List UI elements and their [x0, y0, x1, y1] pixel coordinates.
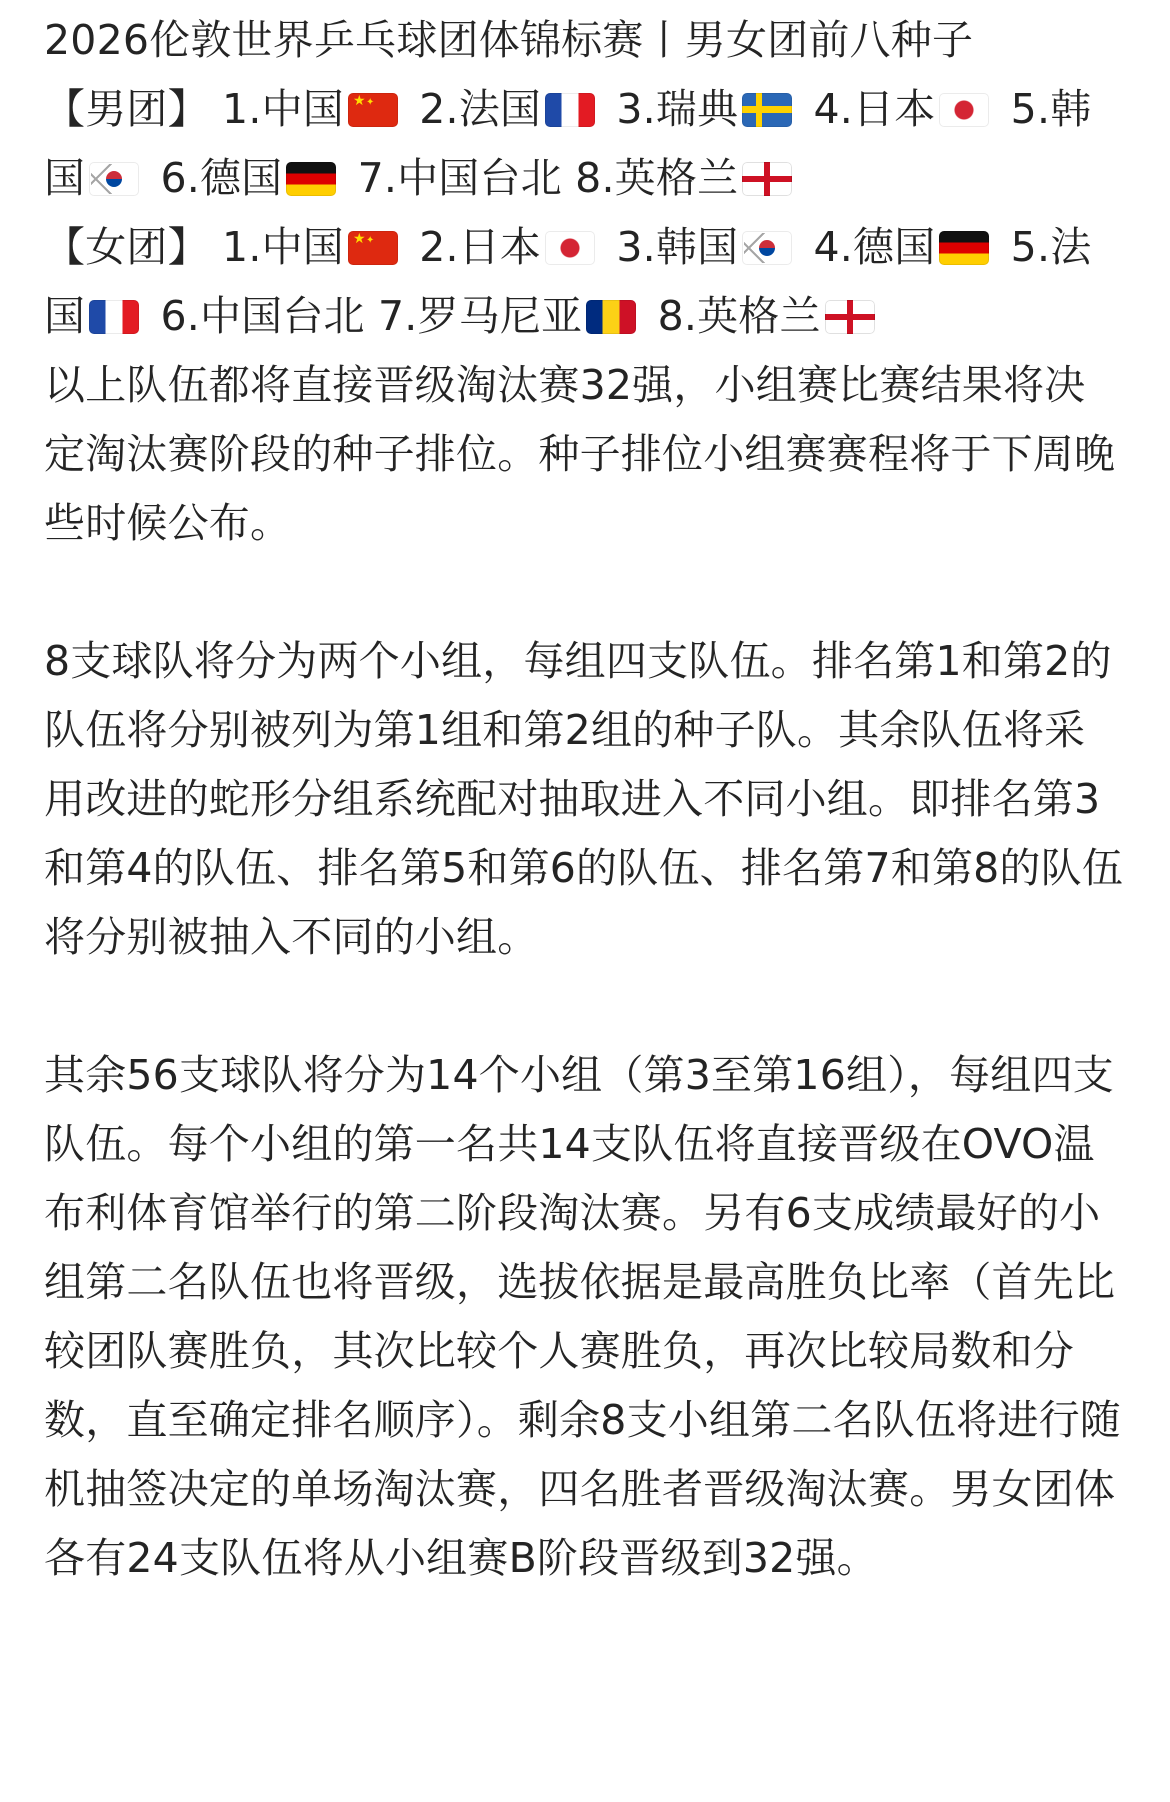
post-title: 2026伦敦世界乒乓球团体锦标赛丨男女团前八种子	[44, 16, 974, 64]
men-seed-3: 3.瑞典	[616, 85, 739, 133]
women-seed-2: 2.日本	[419, 223, 542, 271]
men-seed-1: 1.中国	[222, 85, 344, 133]
body-paragraph-2: 8支球队将分为两个小组，每组四支队伍。排名第1和第2的队伍将分别被列为第1组和第2组的种子队。其余队伍将采用改进的蛇形分组系统配对抽取进入不同小组。即排名第3和第4的队伍、排名第5和第6的队伍、排名第7和第8的队伍将分别被抽入不同的小组。	[44, 637, 1124, 961]
england-flag-icon	[742, 162, 792, 196]
germany-flag-icon	[939, 231, 989, 265]
china-flag-icon	[348, 93, 398, 127]
men-seed-8: 8.英格兰	[575, 154, 739, 202]
women-seed-3: 3.韩国	[616, 223, 739, 271]
france-flag-icon	[89, 300, 139, 334]
women-seed-7: 7.罗马尼亚	[378, 292, 583, 340]
korea-flag-icon	[89, 162, 139, 196]
men-seed-2: 2.法国	[419, 85, 542, 133]
women-seed-6: 6.中国台北	[160, 292, 365, 340]
men-team-label: 【男团】	[44, 85, 209, 133]
men-seed-7: 7.中国台北	[357, 154, 562, 202]
korea-flag-icon	[742, 231, 792, 265]
japan-flag-icon	[545, 231, 595, 265]
men-seed-5: 5.韩国	[44, 85, 1092, 202]
men-seed-6: 6.德国	[160, 154, 283, 202]
women-seed-5: 5.法国	[44, 223, 1092, 340]
women-team-label: 【女团】	[44, 223, 209, 271]
women-seed-1: 1.中国	[222, 223, 344, 271]
seed-section	[44, 6, 1126, 558]
women-seed-4: 4.德国	[813, 223, 936, 271]
men-seed-4: 4.日本	[813, 85, 936, 133]
japan-flag-icon	[939, 93, 989, 127]
romania-flag-icon	[586, 300, 636, 334]
china-flag-icon	[348, 231, 398, 265]
england-flag-icon	[825, 300, 875, 334]
germany-flag-icon	[286, 162, 336, 196]
sweden-flag-icon	[742, 93, 792, 127]
france-flag-icon	[545, 93, 595, 127]
women-seed-8: 8.英格兰	[657, 292, 821, 340]
body-paragraph-1: 以上队伍都将直接晋级淘汰赛32强，小组赛比赛结果将决定淘汰赛阶段的种子排位。种子排位小组赛赛程将于下周晚些时候公布。	[44, 361, 1116, 547]
body-paragraph-3: 其余56支球队将分为14个小组（第3至第16组），每组四支队伍。每个小组的第一名共14支队伍将直接晋级在OVO温布利体育馆举行的第二阶段淘汰赛。另有6支成绩最好的小组第二名队伍也将晋级，选拔依据是最高胜负比率（首先比较团队赛胜负，其次比较个人赛胜负，再次比较局数和分数，直至确定排名顺序）。剩余8支小组第二名队伍将进行随机抽签决定的单场淘汰赛，四名胜者晋级淘汰赛。男女团体各有24支队伍将从小组赛B阶段晋级到32强。	[44, 1051, 1121, 1582]
